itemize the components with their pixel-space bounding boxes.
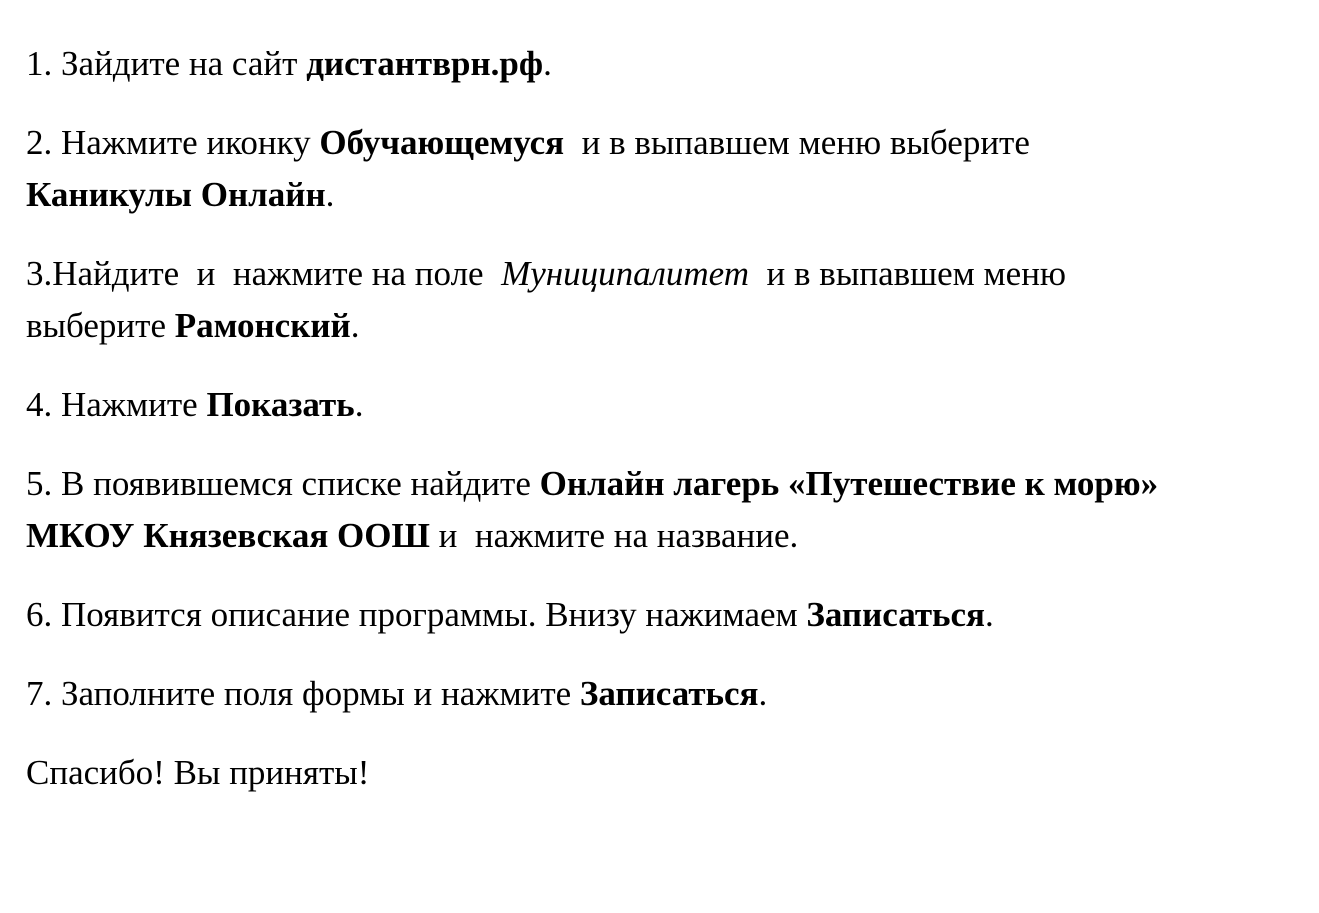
ramonsky-label: Рамонский [174,306,351,345]
site-address: дистантврн.рф [306,44,544,83]
step-3-text-cont: и в выпавшем меню [749,254,1067,293]
step-7-text: 7. Заполните поля формы и нажмите [26,674,580,713]
step-2-period: . [325,175,335,214]
step-5-text-cont: и нажмите на название. [429,516,799,555]
step-1-text: 1. Зайдите на сайт [26,44,307,83]
step-2-text-cont: и в выпавшем меню выберите [564,123,1030,162]
show-button-label: Показать [206,385,355,424]
step-3-paragraph [26,248,1311,352]
closing-text: Спасибо! Вы приняты! [26,753,370,792]
camp-name-label: Онлайн лагерь «Путешествие к морю» [539,464,1159,503]
step-1-paragraph [26,38,1311,90]
step-4-text: 4. Нажмите [26,385,207,424]
enroll-submit-label: Записаться [579,674,759,713]
student-icon-label: Обучающемуся [319,123,565,162]
step-1-period: . [543,44,552,83]
enroll-button-label: Записаться [806,595,985,634]
school-name-label: МКОУ Князевская ООШ [26,516,430,555]
step-3-period: . [350,306,360,345]
step-6-paragraph [26,589,1311,641]
step-5-text: 5. В появившемся списке найдите [26,464,540,503]
holidays-online-label: Каникулы Онлайн [26,175,326,214]
step-3-text: 3.Найдите и нажмите на поле [26,254,502,293]
step-5-paragraph [26,458,1311,562]
closing-paragraph [26,747,1311,799]
step-7-period: . [758,674,768,713]
municipality-field-label: Муниципалитет [501,254,750,293]
step-6-period: . [985,595,994,634]
instructions-document [26,38,1311,799]
step-4-period: . [354,385,364,424]
step-2-text: 2. Нажмите иконку [26,123,320,162]
step-7-paragraph [26,668,1311,720]
step-4-paragraph [26,379,1311,431]
step-6-text: 6. Появится описание программы. Внизу нажимаем [26,595,807,634]
step-3-select-text: выберите [26,306,175,345]
step-2-paragraph [26,117,1311,221]
